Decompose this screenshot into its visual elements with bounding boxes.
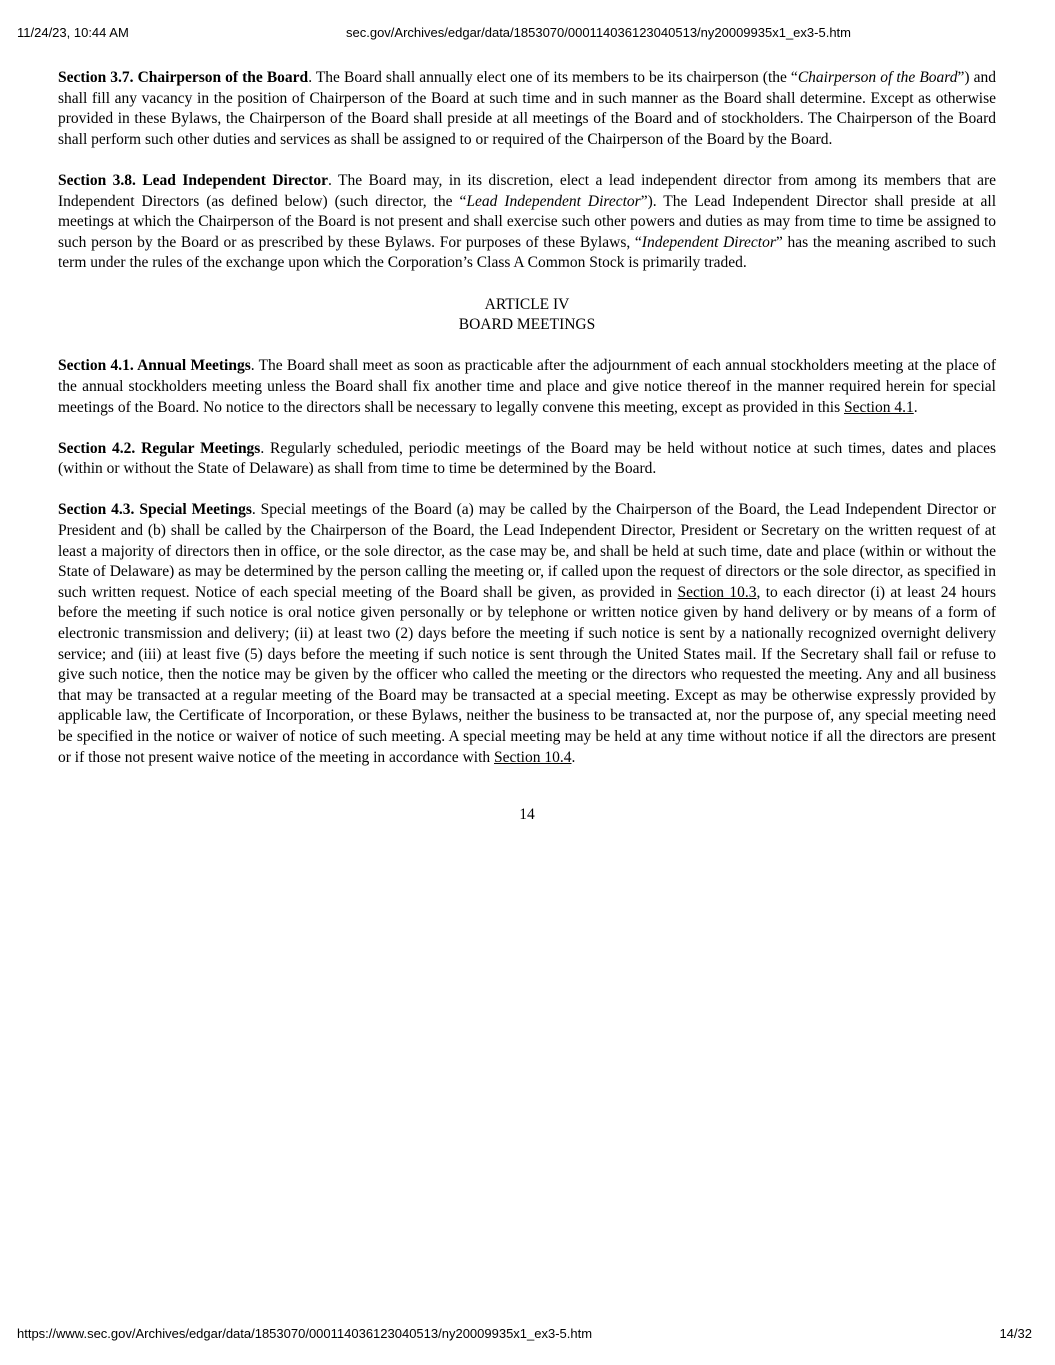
header-datetime: 11/24/23, 10:44 AM xyxy=(17,25,129,40)
defined-term: Chairperson of the Board xyxy=(797,69,958,86)
section-4-3: Section 4.3. Special Meetings. Special meetings of the Board (a) may be called by the Chairperson of the Board, the Lead Independent Director or President and (b) shall be called by the Chairperson of the Board, the Lead Independent Director, President or Secretary on the written request of at least a majority of directors then in office, or the sole director, as the case may be, and shall be held at such time, date and place (within or without the State of Delaware) as may be determined by the person calling the meeting or, if called upon the request of directors or the sole director, as specified in such written request. Notice of each special meeting of the Board shall be given, as provided in Section 10.3, to each director (i) at least 24 hours before the meeting if such notice is oral notice given personally or by telephone or written notice given by hand delivery or by means of a form of electronic transmission and delivery; (ii) at least two (2) days before the meeting if such notice is sent by a nationally recognized overnight delivery service; and (iii) at least five (5) days before the meeting if such notice is sent through the United States mail. If the Secretary shall fail or refuse to give such notice, then the notice may be given by the officer who called the meeting or the directors who requested the meeting. Any and all business that may be transacted at a regular meeting of the Board may be transacted at a special meeting. Except as may be otherwise expressly provided by applicable law, the Certificate of Incorporation, or these Bylaws, neither the business to be transacted at, nor the purpose of, any special meeting need be specified in the notice or waiver of notice of such meeting. A special meeting may be held at any time without notice if all the directors are present or if those not present waive notice of the meeting in accordance with Section 10.4. xyxy=(58,501,996,766)
footer-url: https://www.sec.gov/Archives/edgar/data/1853070/000114036123040513/ny20009935x1_ex3-5.htm xyxy=(17,1326,593,1341)
section-10-4-link[interactable]: Section 10.4 xyxy=(494,748,572,766)
footer-page-count: 14/32 xyxy=(999,1326,1032,1341)
section-heading: Section 4.3. Special Meetings xyxy=(58,501,252,519)
section-3-8: Section 3.8. Lead Independent Director. The Board may, in its discretion, elect a lead independent director from among its members that are Independent Directors (as defined below) (such director, the “Lead Independent Director”). The Lead Independent Director shall preside at all meetings at which the Chairperson of the Board is not present and shall exercise such other powers and duties as may from time to time be assigned to such person by the Board or as prescribed by these Bylaws. For purposes of these Bylaws, “Independent Director” has the meaning ascribed to such term under the rules of the exchange upon which the Corporation’s Class A Common Stock is primarily traded. xyxy=(58,171,996,272)
section-4-1: Section 4.1. Annual Meetings. The Board shall meet as soon as practicable after the adjournment of each annual stockholders meeting at the place of the annual stockholders meeting unless the Board shall fix another time and place and give notice thereof in the manner required herein for special meetings of the Board. No notice to the directors shall be necessary to legally convene this meeting, except as provided in this Section 4.1. xyxy=(58,357,997,416)
defined-term: Independent Director xyxy=(641,233,776,251)
section-3-7: Section 3.7. Chairperson of the Board. The Board shall annually elect one of its members to be its chairperson (the “Chairperson of the Board”) and shall fill any vacancy in the position of Chairperson of the Board at such time and in such manner as the Board shall determine. Except as otherwise provided in these Bylaws, the Chairperson of the Board shall preside at all meetings of the Board and of stockholders. The Chairperson of the Board shall perform such other duties and services as shall be assigned to or required of the Chairperson of the Board by the Board. xyxy=(58,69,996,148)
section-4-2: Section 4.2. Regular Meetings. Regularly scheduled, periodic meetings of the Board may be held without notice at such times, dates and places (within or without the State of Delaware) as shall from time to time be determined by the Board. xyxy=(58,439,996,478)
section-heading: Section 3.8. Lead Independent Director xyxy=(58,171,328,189)
defined-term: Lead Independent Director xyxy=(466,192,641,210)
article-heading xyxy=(58,295,996,336)
section-heading: Section 4.1. Annual Meetings xyxy=(58,357,251,375)
section-4-1-link[interactable]: Section 4.1 xyxy=(843,398,914,416)
header-url: sec.gov/Archives/edgar/data/1853070/000114036123040513/ny20009935x1_ex3-5.htm xyxy=(346,25,851,40)
section-heading: Section 4.2. Regular Meetings xyxy=(58,439,261,457)
section-heading: Section 3.7. Chairperson of the Board xyxy=(58,69,309,86)
article-number: ARTICLE IV xyxy=(484,295,570,313)
page-number: 14 xyxy=(519,806,535,824)
document-body xyxy=(58,68,996,826)
section-10-3-link[interactable]: Section 10.3 xyxy=(677,583,757,601)
article-title: BOARD MEETINGS xyxy=(458,316,596,334)
